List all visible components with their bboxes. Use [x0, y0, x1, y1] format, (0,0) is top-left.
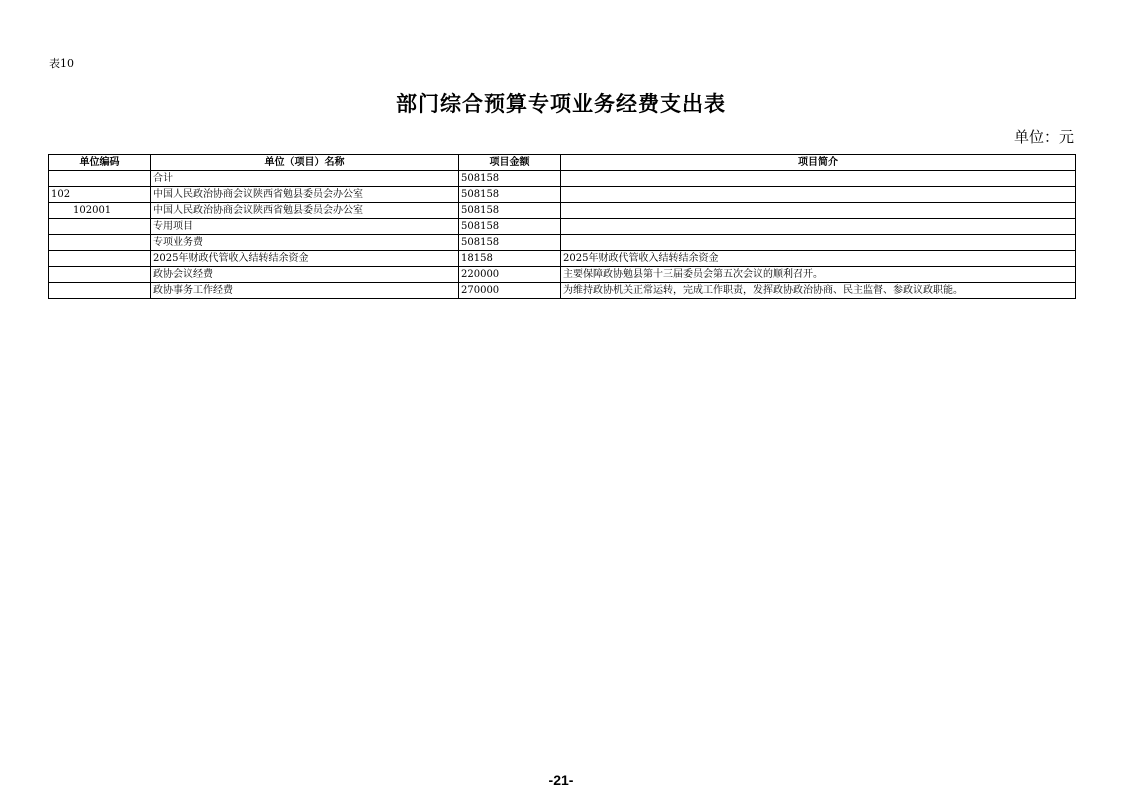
cell-code: 102 — [49, 187, 151, 203]
cell-amount: 508158 — [459, 235, 561, 251]
table-row — [49, 171, 1076, 187]
cell-amount: 18158 — [459, 251, 561, 267]
cell-code — [49, 219, 151, 235]
table-row — [49, 251, 1076, 267]
cell-name: 政协事务工作经费 — [151, 283, 459, 299]
column-header-amount: 项目金额 — [459, 155, 561, 171]
cell-description: 2025年财政代管收入结转结余资金 — [561, 251, 1076, 267]
cell-name: 中国人民政治协商会议陕西省勉县委员会办公室 — [151, 187, 459, 203]
cell-amount: 220000 — [459, 267, 561, 283]
cell-amount: 508158 — [459, 219, 561, 235]
table-header-row — [49, 155, 1076, 171]
cell-description — [561, 235, 1076, 251]
expenditure-table — [48, 154, 1076, 299]
cell-amount: 508158 — [459, 203, 561, 219]
cell-description — [561, 187, 1076, 203]
table-row — [49, 203, 1076, 219]
cell-code — [49, 171, 151, 187]
cell-code — [49, 283, 151, 299]
cell-code — [49, 251, 151, 267]
table-row — [49, 187, 1076, 203]
column-header-description: 项目简介 — [561, 155, 1076, 171]
cell-name: 政协会议经费 — [151, 267, 459, 283]
cell-name: 专用项目 — [151, 219, 459, 235]
table-row — [49, 219, 1076, 235]
cell-name: 合计 — [151, 171, 459, 187]
cell-code — [49, 235, 151, 251]
cell-description — [561, 171, 1076, 187]
table-row — [49, 267, 1076, 283]
cell-amount: 270000 — [459, 283, 561, 299]
cell-description: 为维持政协机关正常运转，完成工作职责，发挥政协政治协商、民主监督、参政议政职能。 — [561, 283, 1076, 299]
cell-code: 102001 — [49, 203, 151, 219]
cell-amount: 508158 — [459, 187, 561, 203]
cell-description: 主要保障政协勉县第十三届委员会第五次会议的顺利召开。 — [561, 267, 1076, 283]
table-row — [49, 235, 1076, 251]
cell-amount: 508158 — [459, 171, 561, 187]
cell-name: 2025年财政代管收入结转结余资金 — [151, 251, 459, 267]
cell-name: 专项业务费 — [151, 235, 459, 251]
column-header-name: 单位（项目）名称 — [151, 155, 459, 171]
cell-description — [561, 219, 1076, 235]
page-number: -21- — [548, 772, 574, 788]
cell-name: 中国人民政治协商会议陕西省勉县委员会办公室 — [151, 203, 459, 219]
page-title: 部门综合预算专项业务经费支出表 — [396, 91, 726, 116]
unit-label: 单位：元 — [1013, 128, 1074, 146]
column-header-code: 单位编码 — [49, 155, 151, 171]
cell-description — [561, 203, 1076, 219]
table-row — [49, 283, 1076, 299]
table-number: 表10 — [49, 57, 74, 70]
cell-code — [49, 267, 151, 283]
